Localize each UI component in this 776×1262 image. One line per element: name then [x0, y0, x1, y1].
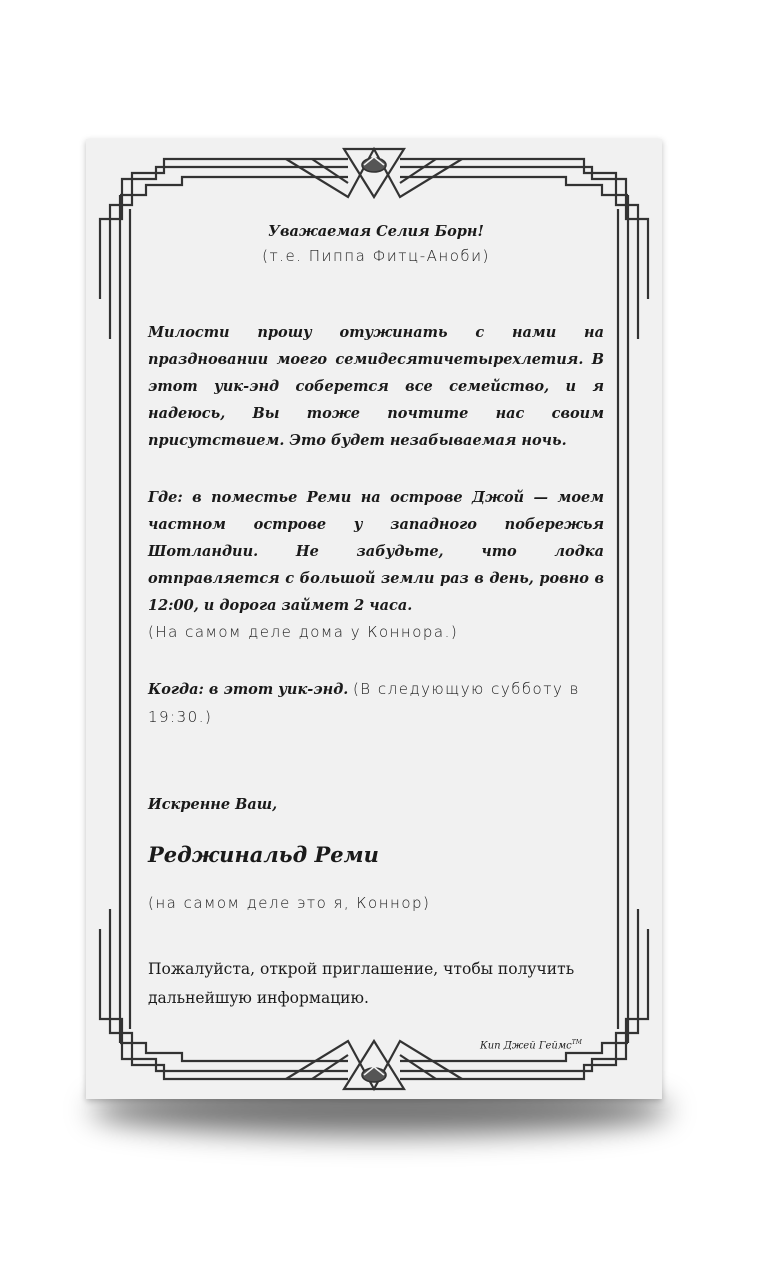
brand-tm: TM	[571, 1039, 582, 1046]
when-note: (В следующую субботу в 19:30.)	[148, 680, 580, 726]
greeting-real-name: (т.е. Пиппа Фитц-Аноби)	[262, 247, 490, 265]
when-line	[148, 676, 604, 732]
when-label: Когда: в этот уик-энд.	[148, 681, 349, 698]
closing: Искренне Ваш,	[148, 796, 278, 813]
top-emblem-icon	[362, 157, 386, 172]
brand-name: Кип Джей Геймс	[480, 1040, 572, 1052]
signature-note: (на самом деле это я, Коннор)	[148, 894, 431, 912]
invitation-content	[148, 221, 604, 1029]
bottom-emblem-icon	[362, 1067, 386, 1082]
signature: Реджинальд Реми	[148, 842, 379, 867]
invitation-card	[86, 139, 662, 1099]
invite-paragraph: Милости прошу отужинать с нами на праздновании моего семидесятичетырехлетия. В этот уик-энд соберется все семейство, и я надеюсь, Вы тоже почтите нас своим присутствием. Это будет незабываемая ночь.	[148, 324, 604, 449]
brand-mark	[480, 1039, 582, 1051]
instruction: Пожалуйста, открой приглашение, чтобы получить дальнейшую информацию.	[148, 960, 575, 1007]
where-paragraph: Где: в поместье Реми на острове Джой — моем частном острове у западного побережья Шотландии. Не забудьте, что лодка отправляется с большой земли раз в день, ровно в 12:00, и дорога займет 2 часа.	[148, 489, 604, 614]
where-note: (На самом деле дома у Коннора.)	[148, 623, 459, 641]
greeting: Уважаемая Селия Борн!	[268, 223, 484, 240]
